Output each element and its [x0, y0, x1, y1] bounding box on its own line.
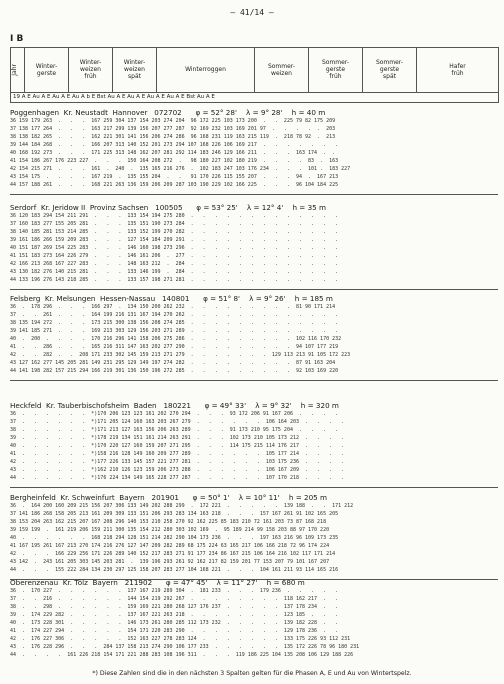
table-row: 39 . . . . . . *)178 219 134 151 161 214 263 291 . . . 102 173 210 105 173 212 . . . .: [10, 435, 345, 441]
table-row: 44 133 196 276 143 218 285 . . . 133 157 198 271 281 . . . . . . . . . . . . .: [10, 277, 339, 283]
table-row: 43 . 176 228 296 . . . 284 137 158 213 274 290 106 177 233 . . . . . . 135 172 226 78 96 180 231: [10, 644, 360, 650]
jahr-header: Jahr: [11, 48, 25, 93]
table-row: 37 . . . . . . *)171 205 124 160 163 203 267 279 . . . . . . 106 164 203 . . . .: [10, 419, 345, 425]
station-header: Oberenzenau Kr. Tölz Bayern 211902 φ = 47° 45' λ = 11° 27' h = 680 m: [10, 578, 305, 587]
table-row: 41 . . . . . . *)158 216 128 149 160 209 277 289 . . . . . . 105 177 214 . . . .: [10, 451, 345, 457]
table-row: 41 151 183 273 164 226 279 . . . 146 161 206 . 277 . . . . . . . . . . . . .: [10, 253, 339, 259]
table-row: 38 138 182 265 . . . 162 221 301 141 156 206 274 286 96 168 231 119 163 215 119 . 218 78 92 . 213: [10, 134, 336, 140]
station-header: Heckfeld Kr. Tauberbischofsheim Baden 180221 φ = 49° 33' λ = 9° 32' h = 320 m: [10, 401, 339, 410]
group-header: Winter- gerste: [25, 48, 69, 93]
table-row: 37 160 183 277 155 205 281 . . . 135 151 190 273 284 . . . . . . . . . . . . .: [10, 221, 339, 227]
table-row: 39 159 199 . 161 219 206 159 211 300 135 154 212 280 303 102 169 . 95 189 214 99 158 203 88 97 170 220: [10, 527, 330, 533]
table-row: 42 . . . 166 229 256 171 226 289 140 152 217 283 271 91 177 234 86 167 215 106 164 216 102 117 171 214: [10, 551, 336, 557]
table-row: 40 . . . . . . 168 218 294 128 151 214 282 290 104 173 236 . . . 197 163 216 96 109 173 235: [10, 535, 339, 541]
footnote: *) Diese Zahlen sind die in den nächsten 3 Spalten gelten für die Phasen A, E und Au von Wintertspelz.: [92, 670, 412, 677]
section-divider: [10, 487, 498, 488]
table-row: 42 154 215 271 . . . 161 . 240 . 135 165 216 276 . 102 183 247 103 176 234 . . . 101 . 183 227: [10, 166, 351, 172]
station-header: Poggenhagen Kr. Neustadt Hannover 072702 φ = 52° 28' λ = 9° 28' h = 40 m: [10, 108, 326, 117]
table-row: 36 . 178 296 . . . 166 297 . 134 150 200 262 232 . . . . . . . . . 81 90 171 214: [10, 304, 336, 310]
table-row: 42 . 176 227 306 . . . . . 152 163 227 278 283 124 . . . . . . . 133 175 226 93 112 231: [10, 636, 351, 642]
table-row: 42 166 213 268 167 227 283 . . . 148 163 212 . 284 . . . . . . . . . . . . .: [10, 261, 339, 267]
table-row: 36 159 179 263 . . . 167 259 304 137 154 203 274 204 96 172 225 103 173 200 . . 225 79 82 175 209: [10, 118, 336, 124]
table-row: 41 . . 286 . . . 165 216 311 147 163 202 277 290 . . . . . . . . . 94 107 177 219: [10, 344, 339, 350]
table-row: 37 138 177 264 . . . 163 217 299 139 156 207 277 287 92 169 232 103 169 201 97 . . . . . 203: [10, 126, 336, 132]
table-row: 40 . 200 . . . . 170 216 296 141 158 206 275 286 . . . . . . . . . 102 116 170 232: [10, 336, 342, 342]
table-row: 40 151 187 269 154 225 283 . . . 146 160 198 273 296 . . . . . . . . . . . . .: [10, 245, 339, 251]
table-row: 39 141 185 271 . . . 169 213 303 129 156 203 271 289 . . . . . . . . . . . . .: [10, 328, 339, 334]
page-number: — 41/14 —: [230, 8, 274, 17]
table-row: 36 . 170 227 . . . . . . 137 167 219 289 304 . 181 233 . . . 179 236 . . . . .: [10, 588, 339, 594]
column-header-table: [10, 47, 499, 103]
group-header: Winter- weizen spät: [113, 48, 157, 93]
table-row: 38 135 194 272 . . . 173 215 300 138 156 208 274 285 . . . . . . . . . . . . .: [10, 320, 339, 326]
group-header: Winter- weizen früh: [69, 48, 113, 93]
table-row: 43 127 162 277 145 205 281 149 231 295 129 149 197 274 282 . . . . . . . . . 87 91 163 204: [10, 360, 336, 366]
table-row: 36 . 164 200 160 209 215 156 207 306 133 149 202 288 299 . 172 221 . . . . . 139 188 . . 171 212: [10, 503, 354, 509]
station-header: Bergheinfeld Kr. Schweinfurt Bayern 201901 φ = 50° 1' λ = 10° 11' h = 205 m: [10, 493, 328, 502]
table-row: 43 . . . . . . *)162 210 126 123 159 206 273 288 . . . . . . 106 167 209 . . . .: [10, 467, 345, 473]
table-row: 43 142 . 243 161 205 303 145 203 281 . 139 196 293 261 92 162 217 82 159 201 77 153 207 79 101 167 207: [10, 559, 330, 565]
section-divider: [10, 194, 498, 195]
table-row: 40 . 173 228 301 . . . . . 146 173 261 280 285 112 173 232 . . . . . 139 182 228 . .: [10, 620, 339, 626]
table-row: 44 157 188 261 . . . 168 221 263 136 159 206 209 287 103 190 229 102 166 225 . . . 96 104 184 225: [10, 182, 339, 188]
table-row: 37 141 186 268 158 205 213 161 209 309 133 151 206 293 283 134 163 218 . . . 157 167 261 91 102 165 205: [10, 511, 339, 517]
table-row: 37 . . 216 . . . . . . 144 154 219 292 267 . . . . . . . . 118 162 217 . .: [10, 596, 339, 602]
table-row: 38 . . 298 . . . . . . 159 169 221 280 268 127 176 237 . . . . . 137 178 234 . .: [10, 604, 339, 610]
table-row: 40 . . . . . . *)170 220 127 160 159 207 271 295 . . . 114 175 215 114 176 217 . . . .: [10, 443, 345, 449]
table-row: 39 161 186 266 159 209 283 . . . 127 154 184 209 291 . . . . . . . . . . . . .: [10, 237, 339, 243]
table-row: 39 144 184 268 . . . 166 207 313 140 152 201 273 294 107 168 226 106 169 217 . . . . . . .: [10, 142, 339, 148]
station-header: Felsberg Kr. Melsungen Hessen-Nassau 140801 φ = 51° 8' λ = 9° 26' h = 185 m: [10, 294, 333, 303]
subheader-row: 19 A E Au A E Au A E Au A b E Bst Au A E Au A E Au A E Au A E Bst Au A E: [11, 92, 499, 102]
group-header: Winterroggen: [157, 48, 255, 93]
table-row: 40 168 192 273 . . . 171 225 313 148 162 207 281 292 114 183 246 129 166 211 . . . 163 174 . .: [10, 150, 336, 156]
station-header: Serdorf Kr. Jeridow II Provinz Sachsen 100505 φ = 53° 25' λ = 12° 4' h = 35 m: [10, 203, 327, 212]
group-header: Sommer- weizen: [255, 48, 309, 93]
group-header: Sommer- gerste spät: [363, 48, 417, 93]
table-row: 43 130 182 276 140 215 281 . . . 133 146 199 . 284 . . . . . . . . . . . . .: [10, 269, 339, 275]
section-divider: [10, 289, 498, 290]
table-row: 41 154 186 267 176 223 227 . . . 150 164 208 272 . 98 180 227 102 180 219 . . . . 83 . 163: [10, 158, 339, 164]
table-row: 38 153 204 263 162 215 207 167 208 296 140 153 210 258 270 92 162 225 85 183 210 72 161 203 73 87 168 218: [10, 519, 327, 525]
table-row: 38 140 185 281 153 214 285 . . . 133 152 199 270 282 . . . . . . . . . . . . .: [10, 229, 339, 235]
group-header: Sommer- gerste früh: [309, 48, 363, 93]
table-row: 42 . . . . . . *)177 226 133 145 157 221 277 281 . . . . . . 103 175 236 . . . .: [10, 459, 345, 465]
section-divider: [10, 380, 498, 381]
table-row: 39 . 174 229 282 . . . . . 137 167 221 263 218 . . . . . . . . 123 185 . . .: [10, 612, 339, 618]
table-row: 36 . . . . . . *)170 206 123 123 161 202 270 294 . . . 93 172 206 91 167 206 . . . .: [10, 411, 339, 417]
table-row: 44 . . . . 161 226 218 154 171 221 288 283 108 196 311 . . . 119 186 225 104 135 208 106 129 188 226: [10, 652, 354, 658]
page-id: I B: [10, 34, 24, 44]
table-row: 41 . 174 227 294 . . . . . 154 171 220 283 290 . . . . . . . . 129 178 236 . .: [10, 628, 339, 634]
table-row: 41 167 195 261 167 213 270 174 216 276 127 147 209 282 289 68 175 224 63 165 217 106 166 218 72 96 174 224: [10, 543, 330, 549]
table-row: 36 120 183 294 154 211 291 . . . 133 154 194 275 280 . . . . . . . . . . . . .: [10, 213, 339, 219]
table-row: 44 . . . 155 222 284 134 230 297 125 158 207 283 277 104 168 221 . . . 104 161 211 93 114 165 216: [10, 567, 339, 573]
table-row: 44 141 198 282 157 215 294 166 219 301 136 150 196 272 285 . . . . . . . . . 92 103 169 220: [10, 368, 339, 374]
table-row: 42 . . 282 . . 208 171 233 302 145 159 213 271 279 . . . . . . . 129 113 213 91 105 172 223: [10, 352, 351, 358]
table-row: 37 . . 261 . . . 164 199 216 131 167 194 270 262 . . . . . . . . . . . . .: [10, 312, 339, 318]
group-header: Hafer früh: [417, 48, 499, 93]
table-row: 38 . . . . . . *)171 213 127 163 156 206 263 289 . . . 91 173 210 95 175 204 . . . .: [10, 427, 339, 433]
table-row: 44 . . . . . . *)176 224 134 149 165 228 277 287 . . . . . . 107 170 218 . . . .: [10, 475, 345, 481]
table-row: 43 154 175 . . . . 167 219 . 135 155 204 . . 91 170 226 115 155 207 . . . 94 . 167 213: [10, 174, 339, 180]
